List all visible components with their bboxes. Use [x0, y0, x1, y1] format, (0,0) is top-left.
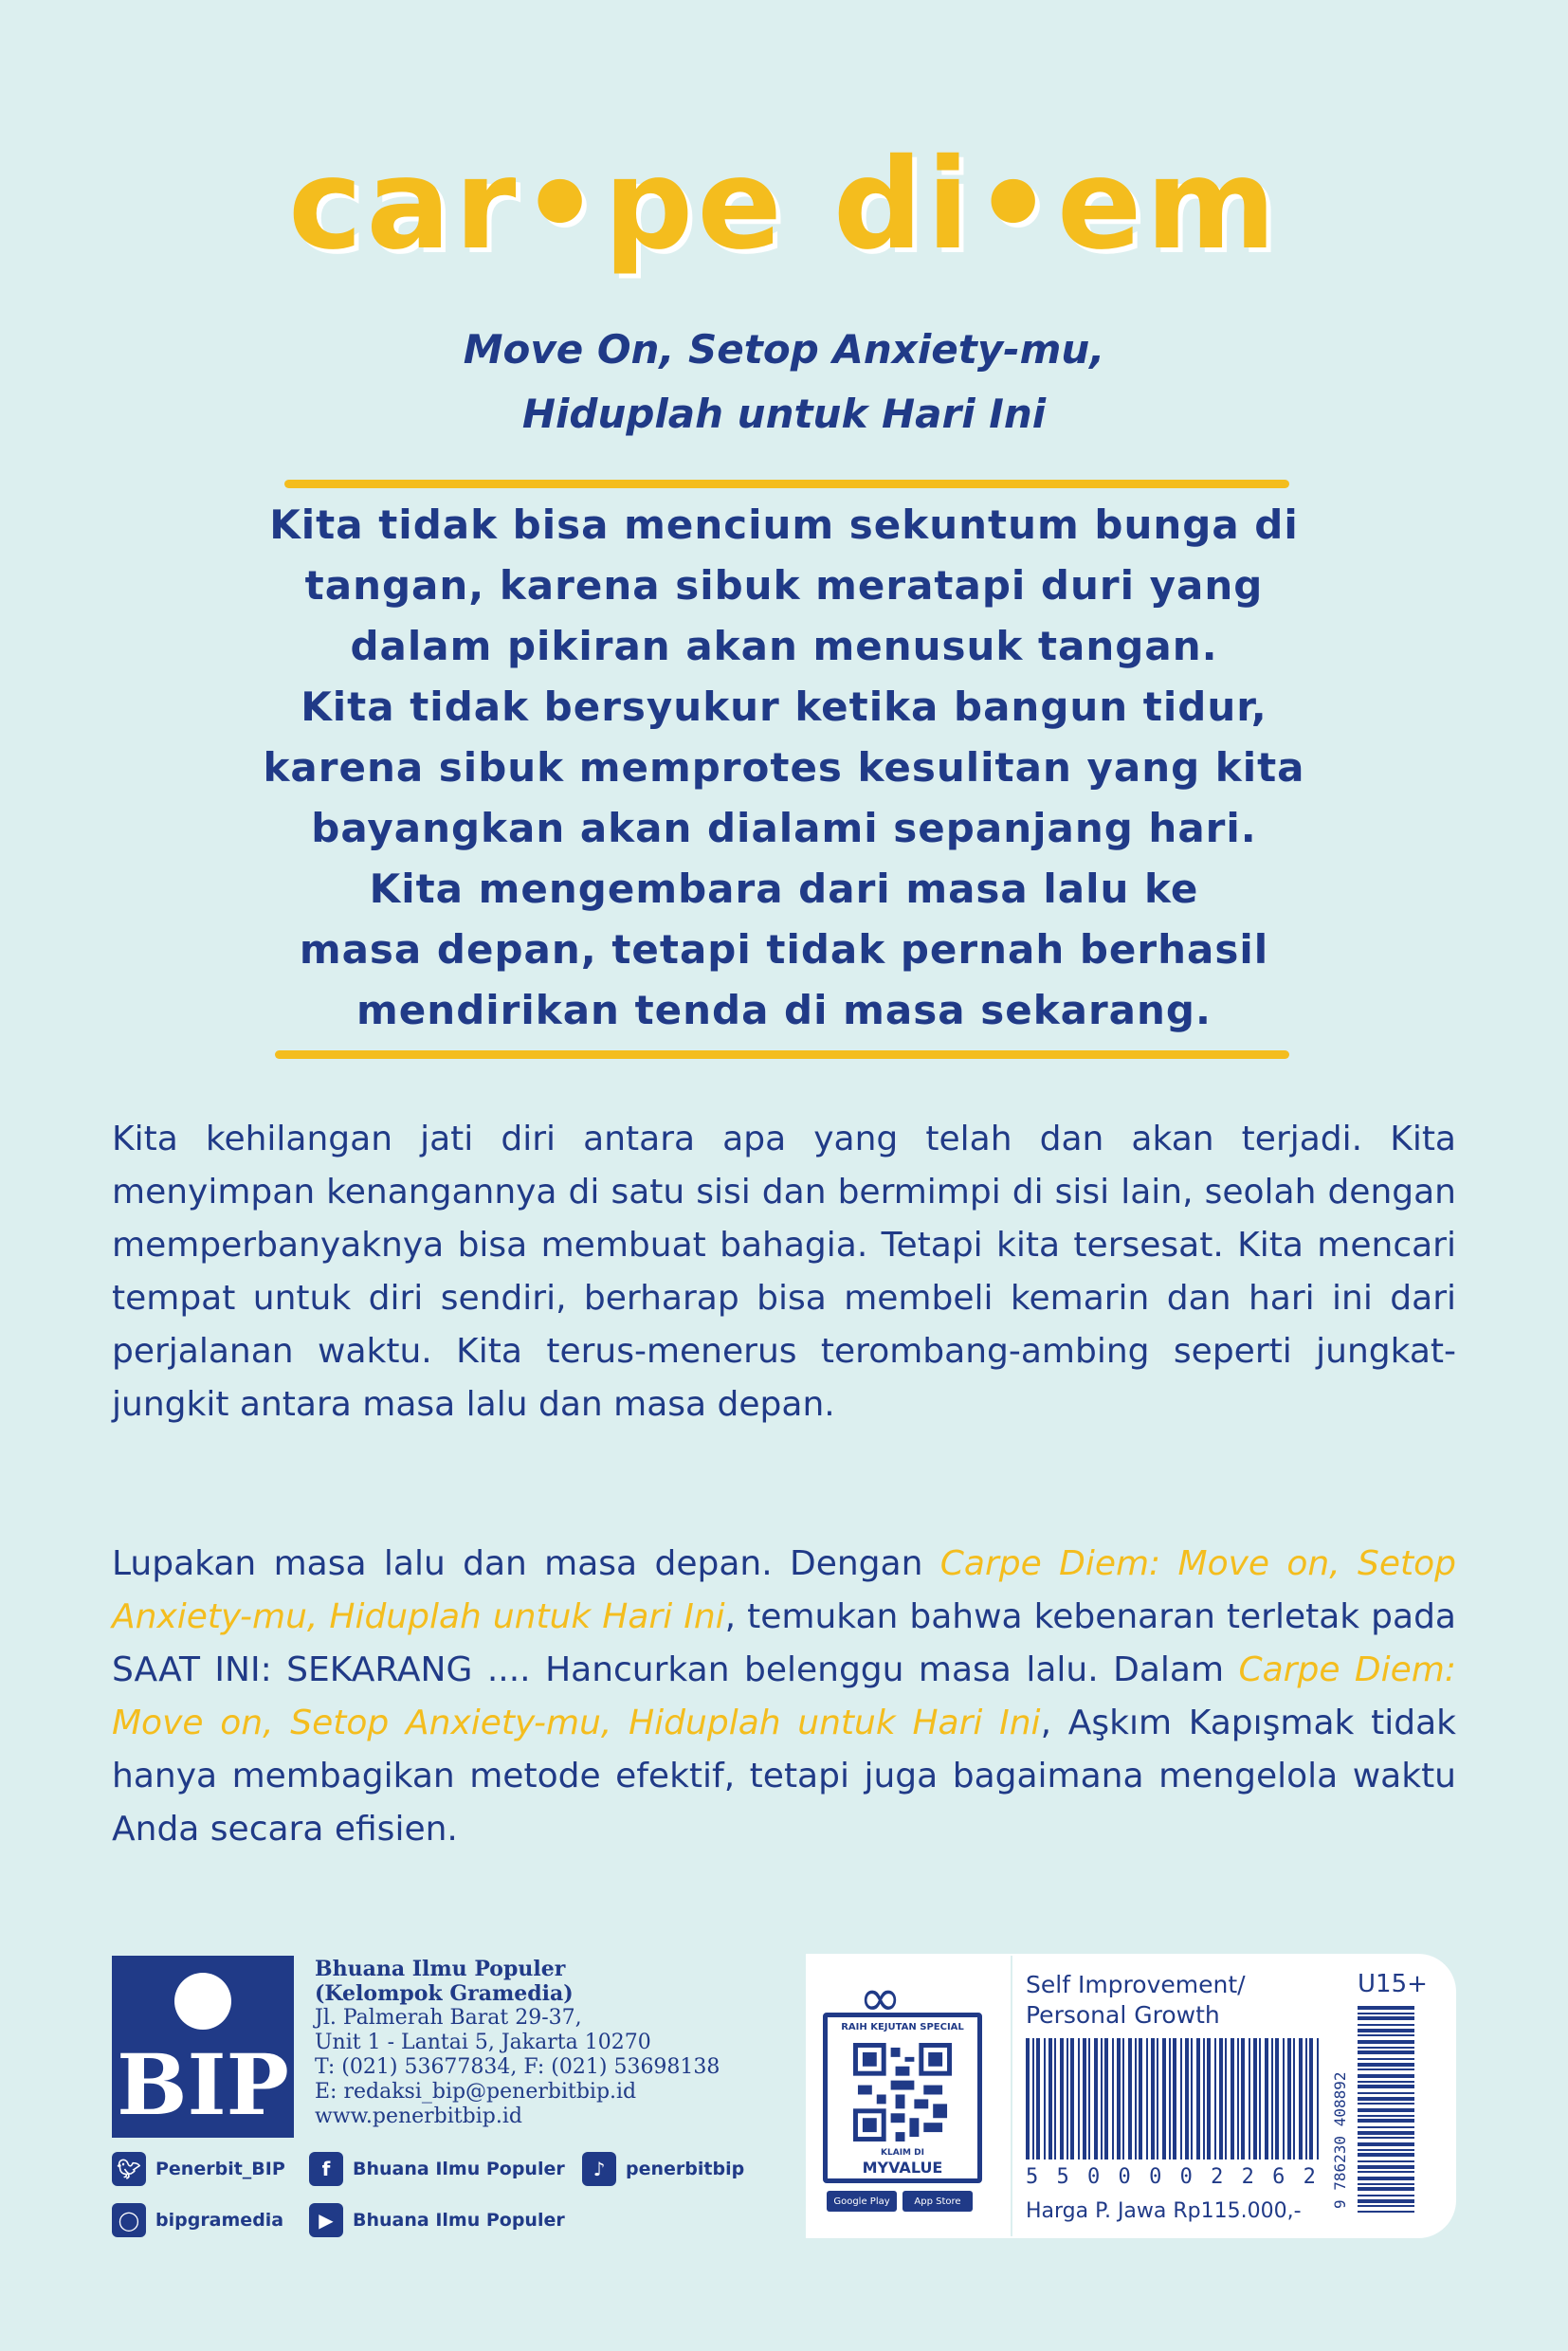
bip-logo — [112, 1956, 294, 2138]
promo-klaim: KLAIM DI — [881, 2148, 924, 2158]
code-digit: 0 — [1087, 2165, 1101, 2189]
quote-line: tangan, karena sibuk meratapi duri yang — [304, 562, 1264, 609]
social-instagram[interactable] — [112, 2203, 283, 2237]
bip-logo-text: BIP — [117, 2035, 289, 2134]
code-digit: 5 — [1056, 2165, 1069, 2189]
book-title: car•pe di•em — [288, 132, 1280, 278]
gift-bow-icon: ∞ — [859, 1968, 902, 2028]
promo-headline: RAIH KEJUTAN SPECIAL — [841, 2022, 964, 2032]
social-tiktok[interactable] — [582, 2152, 744, 2186]
instagram-icon: ◯ — [112, 2203, 146, 2237]
promo-brand: MYVALUE — [862, 2159, 943, 2177]
book-title-highlight: Carpe Diem: Move on, Setop Anxiety-mu, Hiduplah untuk Hari Ini — [112, 1544, 1457, 1636]
youtube-handle: Bhuana Ilmu Populer — [353, 2210, 565, 2231]
bip-logo-dot — [174, 1973, 231, 2030]
code-digit: 0 — [1179, 2165, 1193, 2189]
youtube-icon: ▶ — [309, 2203, 343, 2237]
synopsis-paragraph-1: Kita kehilangan jati diri antara apa yang telah dan akan terjadi. Kita menyimpan kenangannya di satu sisi dan bermimpi di sisi lain, seolah dengan memperbanyaknya bisa membuat bahagia. Tetapi kita tersesat. Kita mencari tempat untuk diri sendiri, berharap bisa membeli kemarin dan hari ini dari perjalanan waktu. Kita terus-menerus terombang-ambing seperti jungkat-jungkit antara masa lalu dan masa depan. — [112, 1120, 1456, 1424]
code-digit: 2 — [1303, 2165, 1316, 2189]
publisher-address-1: Jl. Palmerah Barat 29-37, — [315, 2006, 582, 2030]
twitter-handle: Penerbit_BIP — [155, 2159, 285, 2179]
facebook-handle: Bhuana Ilmu Populer — [353, 2159, 565, 2179]
instagram-handle: bipgramedia — [155, 2210, 284, 2231]
main-barcode — [1026, 2038, 1320, 2160]
social-twitter[interactable] — [112, 2152, 285, 2186]
code-digit: 2 — [1211, 2165, 1224, 2189]
synopsis-paragraph-2 — [112, 1538, 1456, 1856]
publisher-website: www.penerbitbip.id — [315, 2105, 522, 2128]
quote-line: Kita mengembara dari masa lalu ke — [369, 866, 1199, 912]
quote-bottom-rule — [275, 1050, 1289, 1059]
paragraph-2-part-2: , temukan bahwa kebenaran terletak pada SAAT INI: SEKARANG .... Hancurkan belenggu masa lalu. Dalam — [112, 1597, 1456, 1689]
book-price: Harga P. Jawa Rp115.000,- — [1026, 2199, 1302, 2223]
quote-line: dalam pikiran akan menusuk tangan. — [350, 623, 1218, 669]
pull-quote — [228, 495, 1340, 1041]
category-line-1: Self Improvement/ — [1026, 1971, 1246, 1998]
qr-code-icon[interactable] — [853, 2043, 952, 2141]
book-title-highlight: Carpe Diem: Move on, Setop Anxiety-mu, Hiduplah untuk Hari Ini — [112, 1650, 1456, 1742]
app-store-badge[interactable]: App Store — [903, 2191, 973, 2212]
paragraph-2-part-1: Lupakan masa lalu dan masa depan. Dengan — [112, 1544, 940, 1583]
subtitle-line-1: Move On, Setop Anxiety-mu, — [463, 326, 1105, 373]
isbn-barcode — [1358, 2006, 1443, 2213]
publisher-address-2: Unit 1 - Lantai 5, Jakarta 10270 — [315, 2031, 651, 2054]
subtitle-line-2: Hiduplah untuk Hari Ini — [521, 391, 1047, 437]
social-facebook[interactable] — [309, 2152, 565, 2186]
publisher-group: (Kelompok Gramedia) — [315, 1981, 574, 2006]
quote-line: karena sibuk memprotes kesulitan yang kita — [263, 744, 1305, 791]
tiktok-handle: penerbitbip — [626, 2159, 745, 2179]
book-category — [1026, 1970, 1246, 2031]
twitter-icon: 🐦︎ — [112, 2152, 146, 2186]
barcode-code — [1026, 2165, 1316, 2189]
publisher-info — [315, 1957, 720, 2129]
age-rating: U15+ — [1358, 1970, 1428, 1998]
publisher-phone: T: (021) 53677834, F: (021) 53698138 — [315, 2055, 720, 2079]
quote-line: Kita tidak bersyukur ketika bangun tidur, — [301, 683, 1267, 730]
quote-line: bayangkan akan dialami sepanjang hari. — [311, 805, 1257, 851]
code-digit: 6 — [1272, 2165, 1285, 2189]
facebook-icon: f — [309, 2152, 343, 2186]
tiktok-icon: ♪ — [582, 2152, 616, 2186]
paragraph-2-part-3: , Aşkım Kapışmak tidak hanya membagikan metode efektif, tetapi juga bagaimana mengelola waktu Anda secara efisien. — [112, 1704, 1457, 1849]
quote-line: mendirikan tenda di masa sekarang. — [356, 987, 1212, 1033]
publisher-email: E: redaksi_bip@penerbitbip.id — [315, 2080, 637, 2104]
code-digit: 2 — [1241, 2165, 1254, 2189]
app-store-badges — [827, 2191, 973, 2212]
publisher-name: Bhuana Ilmu Populer — [315, 1957, 566, 1981]
code-digit: 0 — [1149, 2165, 1162, 2189]
quote-line: masa depan, tetapi tidak pernah berhasil — [299, 926, 1269, 973]
panel-divider — [1011, 1956, 1012, 2236]
quote-line: Kita tidak bisa mencium sekuntum bunga di — [269, 501, 1299, 548]
category-line-2: Personal Growth — [1026, 2001, 1220, 2029]
book-subtitle — [0, 318, 1568, 447]
social-youtube[interactable] — [309, 2203, 565, 2237]
quote-top-rule — [284, 480, 1289, 488]
promo-qr-card — [808, 1956, 997, 2236]
code-digit: 5 — [1026, 2165, 1039, 2189]
google-play-badge[interactable]: Google Play — [827, 2191, 897, 2212]
isbn-number: 9 786230 408892 — [1331, 2071, 1349, 2209]
code-digit: 0 — [1118, 2165, 1131, 2189]
